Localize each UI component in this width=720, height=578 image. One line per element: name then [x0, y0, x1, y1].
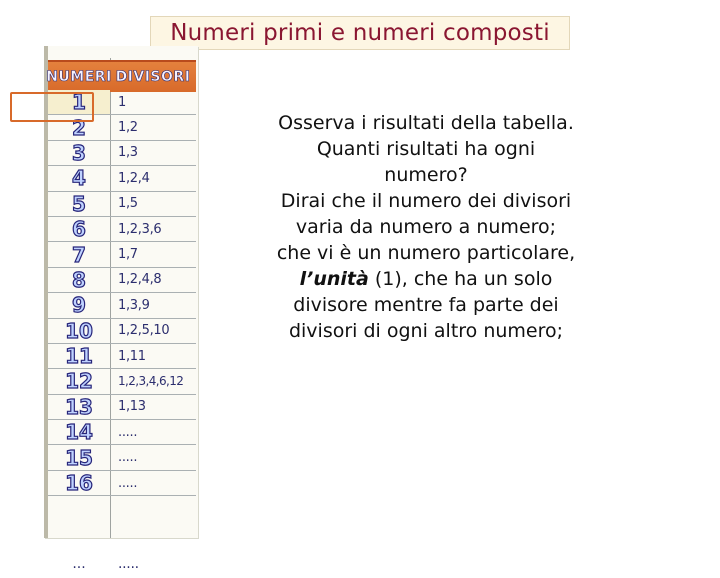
- table-row: [48, 166, 196, 191]
- table-row: [48, 192, 196, 217]
- divisors-cell: 1,2,3,4,6,12: [118, 374, 184, 389]
- divisors-cell: 1: [118, 94, 126, 110]
- number-cell: 1: [48, 90, 110, 114]
- text-line: varia da numero a numero;: [295, 216, 557, 238]
- divisors-cell: .....: [118, 424, 138, 440]
- number-cell: 3: [72, 140, 86, 165]
- divisors-cell: 1,13: [118, 399, 146, 415]
- divisors-cell: 1,3,9: [118, 297, 150, 313]
- number-cell: 8: [72, 267, 86, 292]
- number-cell: ...: [72, 556, 86, 572]
- table-header: [48, 60, 196, 92]
- number-cell: 7: [72, 242, 86, 267]
- number-cell: 13: [65, 394, 93, 419]
- table-body: [48, 90, 196, 496]
- divisors-cell: 1,11: [118, 348, 146, 364]
- number-cell: 12: [65, 369, 93, 394]
- text-line: divisori di ogni altro numero;: [288, 320, 564, 342]
- number-cell: 4: [72, 166, 86, 191]
- table-row: [48, 141, 196, 166]
- number-cell: 14: [65, 420, 93, 445]
- text-line: Quanti risultati ha ogni: [316, 138, 536, 160]
- number-cell: 5: [72, 191, 86, 216]
- number-cell: 10: [65, 318, 93, 343]
- number-cell: 15: [65, 445, 93, 470]
- divisors-cell: 1,2,5,10: [118, 323, 170, 339]
- number-cell: 2: [72, 115, 86, 140]
- table-row: [48, 293, 196, 318]
- table-row: [48, 344, 196, 369]
- explanation-text: [236, 110, 616, 344]
- divisors-cell: 1,3: [118, 145, 138, 161]
- number-cell: 6: [72, 217, 86, 242]
- divisors-cell: 1,2,4: [118, 170, 150, 186]
- text-line: Osserva i risultati della tabella.: [278, 112, 574, 134]
- divisors-cell: .....: [118, 556, 139, 572]
- text-line: numero?: [384, 164, 468, 186]
- text-line: che vi è un numero particolare,: [276, 242, 576, 264]
- table-row: [48, 445, 196, 470]
- divisors-cell: 1,2,4,8: [118, 272, 162, 288]
- header-divisori: DIVISORI: [115, 69, 191, 85]
- divisors-cell: 1,2: [118, 120, 138, 136]
- divisors-cell: 1,2,3,6: [118, 221, 162, 237]
- number-cell: 11: [65, 344, 93, 369]
- text-line: divisore mentre fa parte dei: [293, 294, 559, 316]
- divisors-cell: .....: [118, 475, 138, 491]
- text-fragment: (1), che ha un solo: [368, 268, 553, 290]
- table-row: [48, 90, 196, 115]
- table-row: [48, 319, 196, 344]
- divisors-cell: 1,7: [118, 247, 138, 263]
- divisors-table-sheet: [44, 46, 198, 572]
- table-row: [48, 115, 196, 140]
- divisors-cell: .....: [118, 450, 138, 466]
- table-row: [48, 471, 196, 496]
- number-cell: 9: [72, 293, 86, 318]
- text-line: Dirai che il numero dei divisori: [280, 190, 572, 212]
- divisors-cell: 1,5: [118, 196, 138, 212]
- text-line: [236, 266, 616, 292]
- header-numeri: NUMERI: [46, 69, 112, 85]
- table-row: [48, 420, 196, 445]
- title-banner: [150, 16, 570, 50]
- table-row: [48, 268, 196, 293]
- number-cell: 16: [65, 471, 93, 496]
- table-row: [48, 242, 196, 267]
- table-row: [48, 395, 196, 420]
- table-row-ellipsis: [48, 550, 196, 578]
- table-row: [48, 369, 196, 394]
- page-title: Numeri primi e numeri composti: [170, 20, 550, 46]
- unita-term: l’unità: [299, 268, 369, 290]
- table-row: [48, 217, 196, 242]
